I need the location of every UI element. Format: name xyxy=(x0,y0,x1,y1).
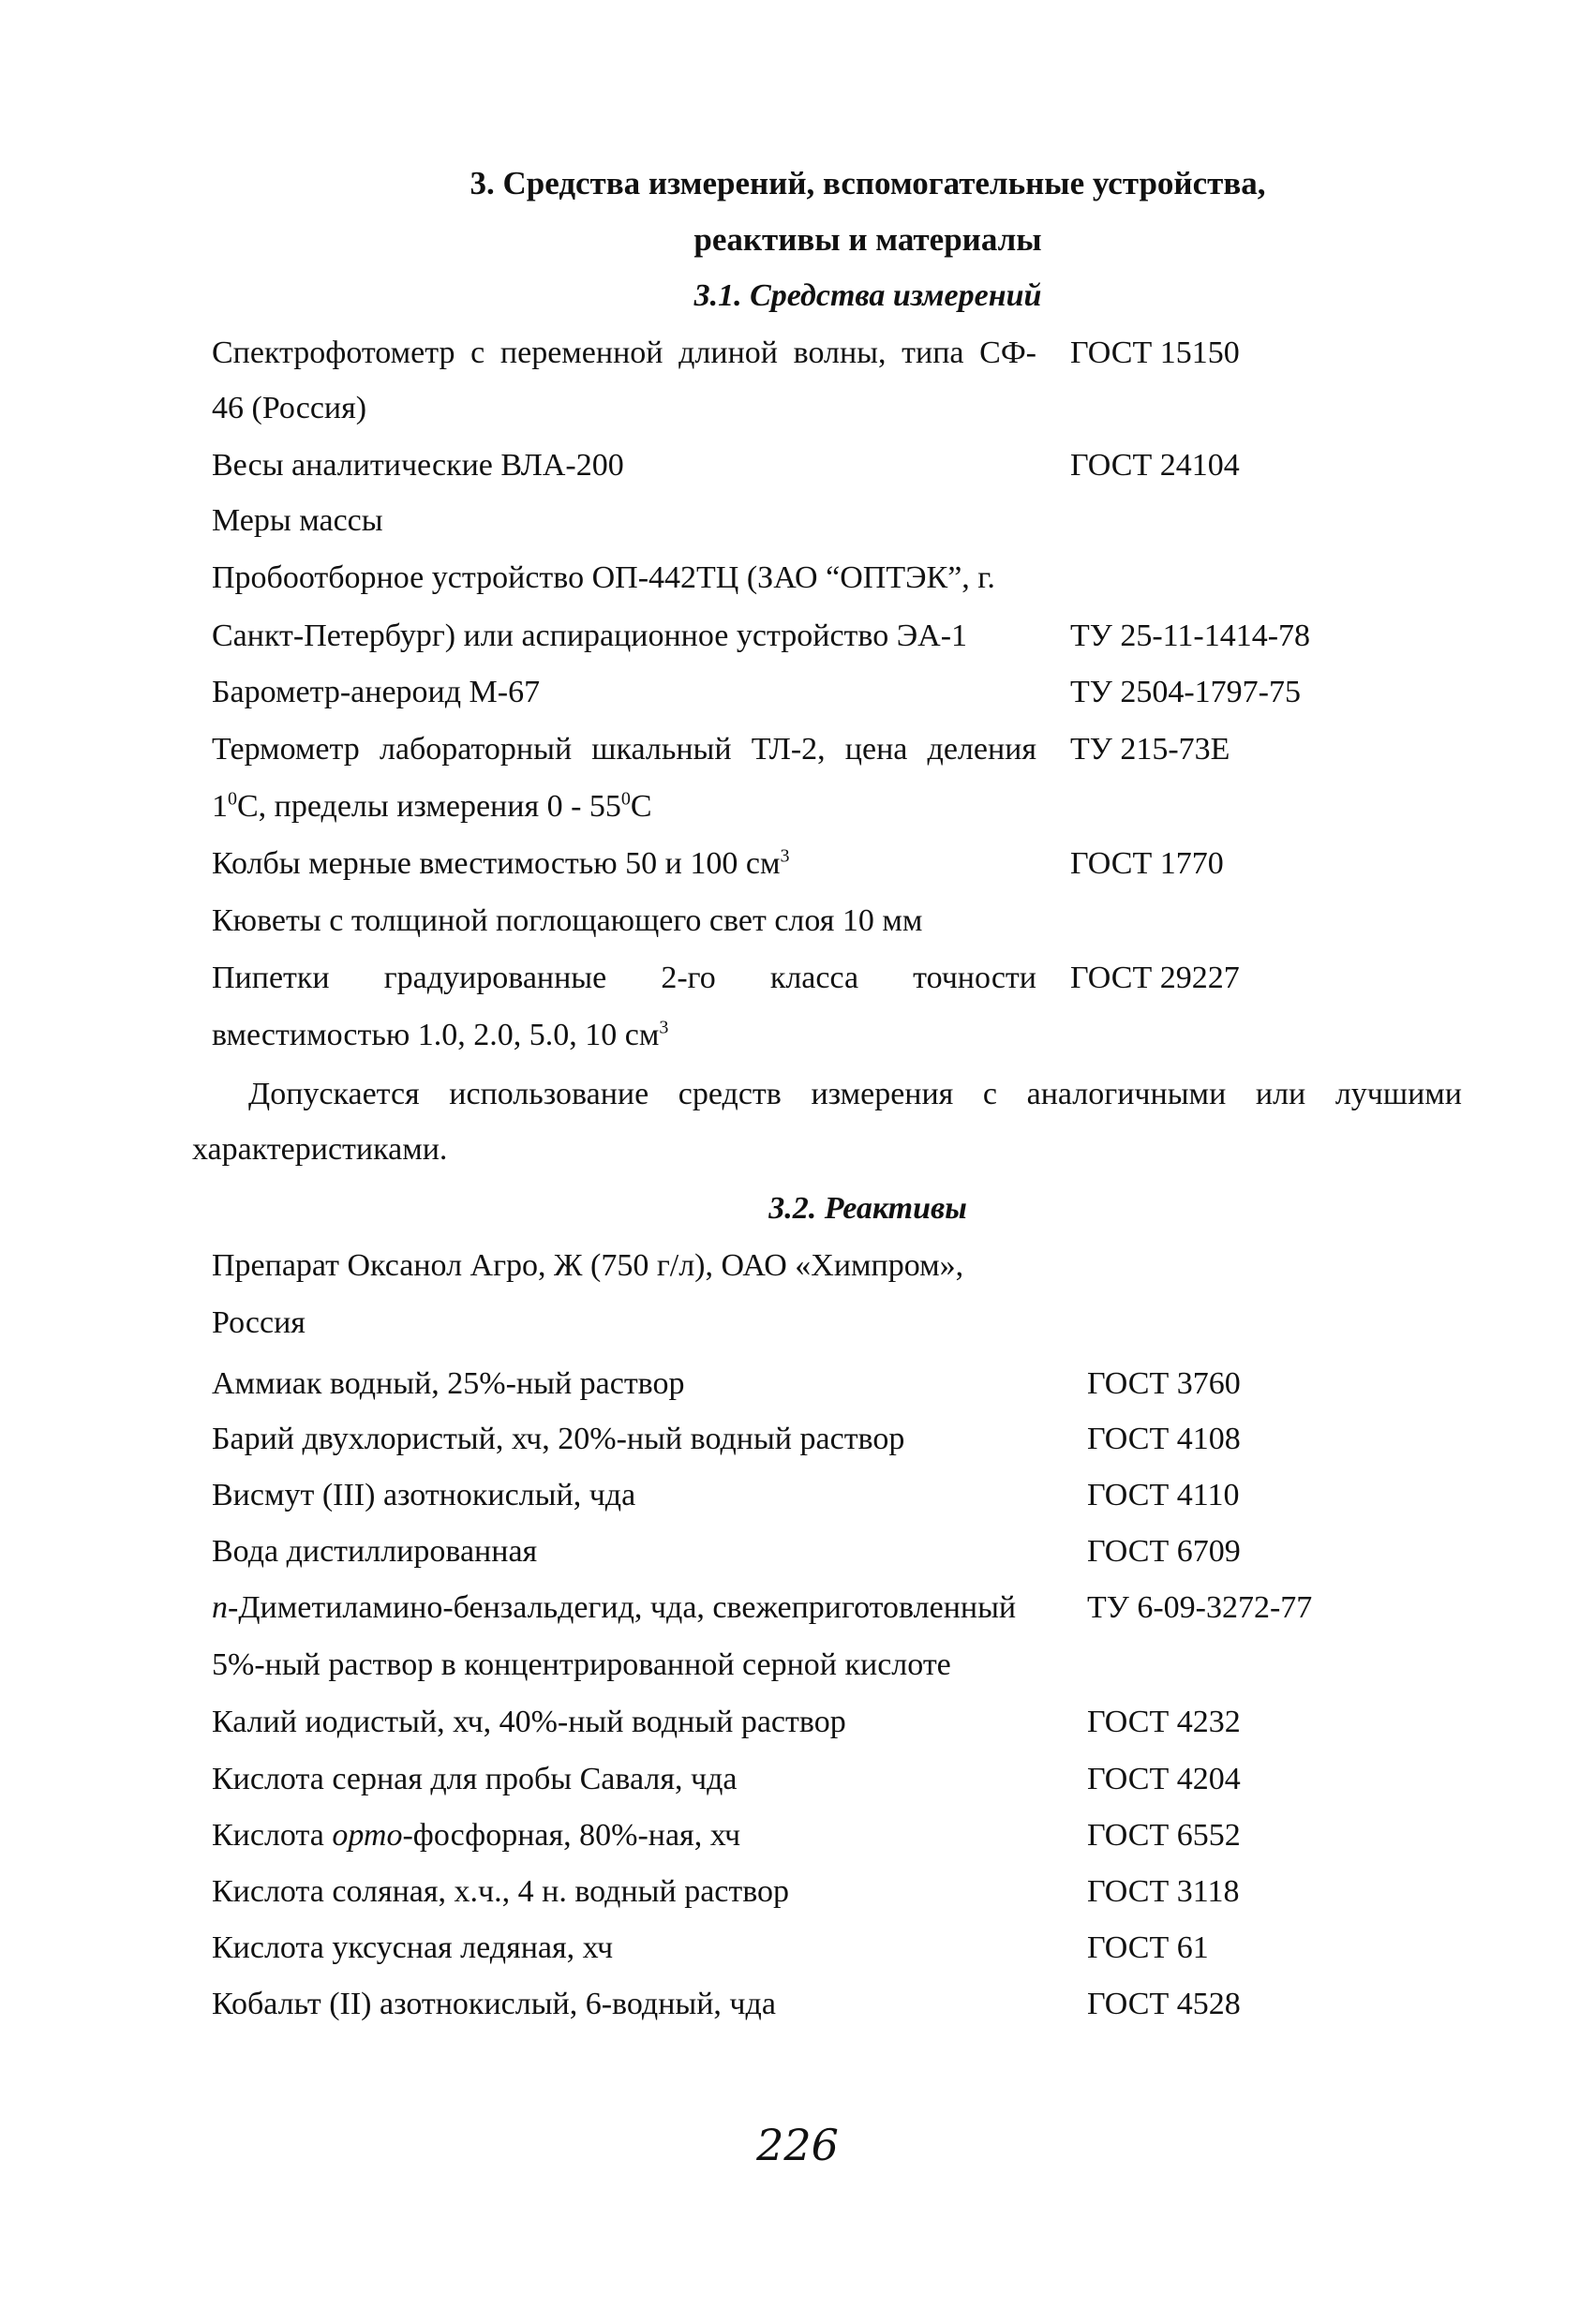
reagent-standard: ГОСТ 4232 xyxy=(1087,1705,1241,1739)
instrument-standard: ГОСТ 1770 xyxy=(1070,846,1224,881)
reagent-name: Барий двухлористый, хч, 20%-ный водный раствор xyxy=(212,1422,905,1456)
instrument-standard: ТУ 215-73Е xyxy=(1070,732,1230,767)
reagent-name: Кислота соляная, х.ч., 4 н. водный раствор xyxy=(212,1874,790,1909)
table-row xyxy=(0,1421,1595,1477)
reagent-standard: ГОСТ 3118 xyxy=(1087,1874,1240,1909)
table-row xyxy=(0,731,1595,787)
instrument-name: Спектрофотометр с переменной длиной волны, типа СФ- xyxy=(212,335,1036,370)
reagents-heading: 3.2. Реактивы xyxy=(768,1191,967,1226)
reagent-name: Кислота уксусная ледяная, хч xyxy=(212,1930,614,1965)
table-row xyxy=(0,618,1595,674)
instrument-name: Колбы мерные вместимостью 50 и 100 $см^3$ xyxy=(212,845,790,881)
table-row xyxy=(0,674,1595,730)
table-row xyxy=(0,1247,1595,1304)
table-row xyxy=(0,1761,1595,1817)
reagent-name: Вода дистиллированная xyxy=(212,1534,538,1569)
table-row xyxy=(0,788,1595,844)
reagent-standard: ГОСТ 61 xyxy=(1087,1930,1209,1965)
instrument-standard: ГОСТ 24104 xyxy=(1070,448,1240,483)
reagent-name: Калий иодистый, хч, 40%-ный водный раствор xyxy=(212,1705,846,1739)
reagent-name: Аммиак водный, 25%-ный раствор xyxy=(212,1366,685,1401)
reagent-name: 5%-ный раствор в концентрированной серной кислоте xyxy=(212,1647,951,1682)
reagent-standard: ГОСТ 4204 xyxy=(1087,1762,1241,1796)
table-row xyxy=(0,1986,1595,2042)
instrument-name: Меры массы xyxy=(212,503,383,538)
table-row xyxy=(0,447,1595,503)
instrument-standard: ГОСТ 15150 xyxy=(1070,335,1240,370)
reagent-standard: ТУ 6-09-3272-77 xyxy=(1087,1590,1313,1625)
instrument-name: Пипетки градуированные 2-го класса точности xyxy=(212,961,1036,995)
reagent-name: Кислота орто-фосфорная, 80%-ная, хч xyxy=(212,1818,741,1853)
reagent-name: Висмут (III) азотнокислый, чда xyxy=(212,1478,636,1512)
reagent-name: Кислота серная для пробы Саваля, чда xyxy=(212,1762,738,1796)
table-row xyxy=(0,1589,1595,1646)
instrument-name: Пробоотборное устройство ОП-442ТЦ (ЗАО “ОПТЭК”, г. xyxy=(212,560,995,595)
instrument-name: вместимостью 1.0, 2.0, 5.0, 10 $см^3$ xyxy=(212,1017,669,1052)
table-row xyxy=(0,1017,1595,1073)
table-row xyxy=(0,1477,1595,1533)
reagent-standard: ГОСТ 3760 xyxy=(1087,1366,1241,1401)
table-row xyxy=(0,1365,1595,1422)
reagent-standard: ГОСТ 4110 xyxy=(1087,1478,1240,1512)
instruments-heading: 3.1. Средства измерений xyxy=(693,278,1042,313)
section-title-line-1: 3. Средства измерений, вспомогательные устройства, xyxy=(470,165,1266,201)
reagent-name: п-Диметиламино-бензальдегид, чда, свежеприготовленный xyxy=(212,1590,1017,1625)
instrument-name: Санкт-Петербург) или аспирационное устройство ЭА-1 xyxy=(212,618,968,653)
instrument-name: Весы аналитические ВЛА-200 xyxy=(212,448,624,483)
reagent-standard: ГОСТ 6709 xyxy=(1087,1534,1241,1569)
reagent-name: Россия xyxy=(212,1305,306,1340)
note-paragraph xyxy=(192,1076,1462,1169)
reagent-name: Препарат Оксанол Агро, Ж (750 г/л), ОАО «Химпром», xyxy=(212,1248,964,1283)
instrument-name: Кюветы с толщиной поглощающего свет слоя 10 мм xyxy=(212,903,923,938)
table-row xyxy=(0,1533,1595,1589)
instrument-standard: ТУ 25-11-1414-78 xyxy=(1070,618,1311,653)
reagent-standard: ГОСТ 4108 xyxy=(1087,1422,1241,1456)
table-row xyxy=(0,390,1595,446)
table-row xyxy=(0,1873,1595,1929)
reagent-standard: ГОСТ 4528 xyxy=(1087,1987,1241,2021)
table-row xyxy=(0,1929,1595,1986)
page-number: 226 xyxy=(756,2120,839,2170)
instrument-standard: ГОСТ 29227 xyxy=(1070,961,1240,995)
table-row xyxy=(0,559,1595,616)
instrument-name: 46 (Россия) xyxy=(212,391,367,425)
instrument-standard: ТУ 2504-1797-75 xyxy=(1070,675,1301,709)
instrument-name: Барометр-анероид М-67 xyxy=(212,675,541,709)
table-row xyxy=(0,845,1595,901)
table-row xyxy=(0,1704,1595,1760)
section-title-line-2: реактивы и материалы xyxy=(693,221,1042,258)
reagent-standard: ГОСТ 6552 xyxy=(1087,1818,1241,1853)
instrument-name: $1^0С$, пределы измерения $0 - 55^0С$ xyxy=(212,788,652,824)
reagent-name: Кобальт (II) азотнокислый, 6-водный, чда xyxy=(212,1987,776,2021)
note-line-1: Допускается использование средств измерения с аналогичными или лучшими xyxy=(248,1077,1462,1111)
table-row xyxy=(0,335,1595,391)
table-row xyxy=(0,960,1595,1016)
table-row xyxy=(0,1817,1595,1873)
table-row xyxy=(0,1304,1595,1361)
table-row xyxy=(0,902,1595,959)
instrument-name: Термометр лабораторный шкальный ТЛ-2, цена деления xyxy=(212,732,1036,767)
table-row xyxy=(0,502,1595,559)
table-row xyxy=(0,1646,1595,1703)
note-line-2: характеристиками. xyxy=(192,1132,448,1167)
